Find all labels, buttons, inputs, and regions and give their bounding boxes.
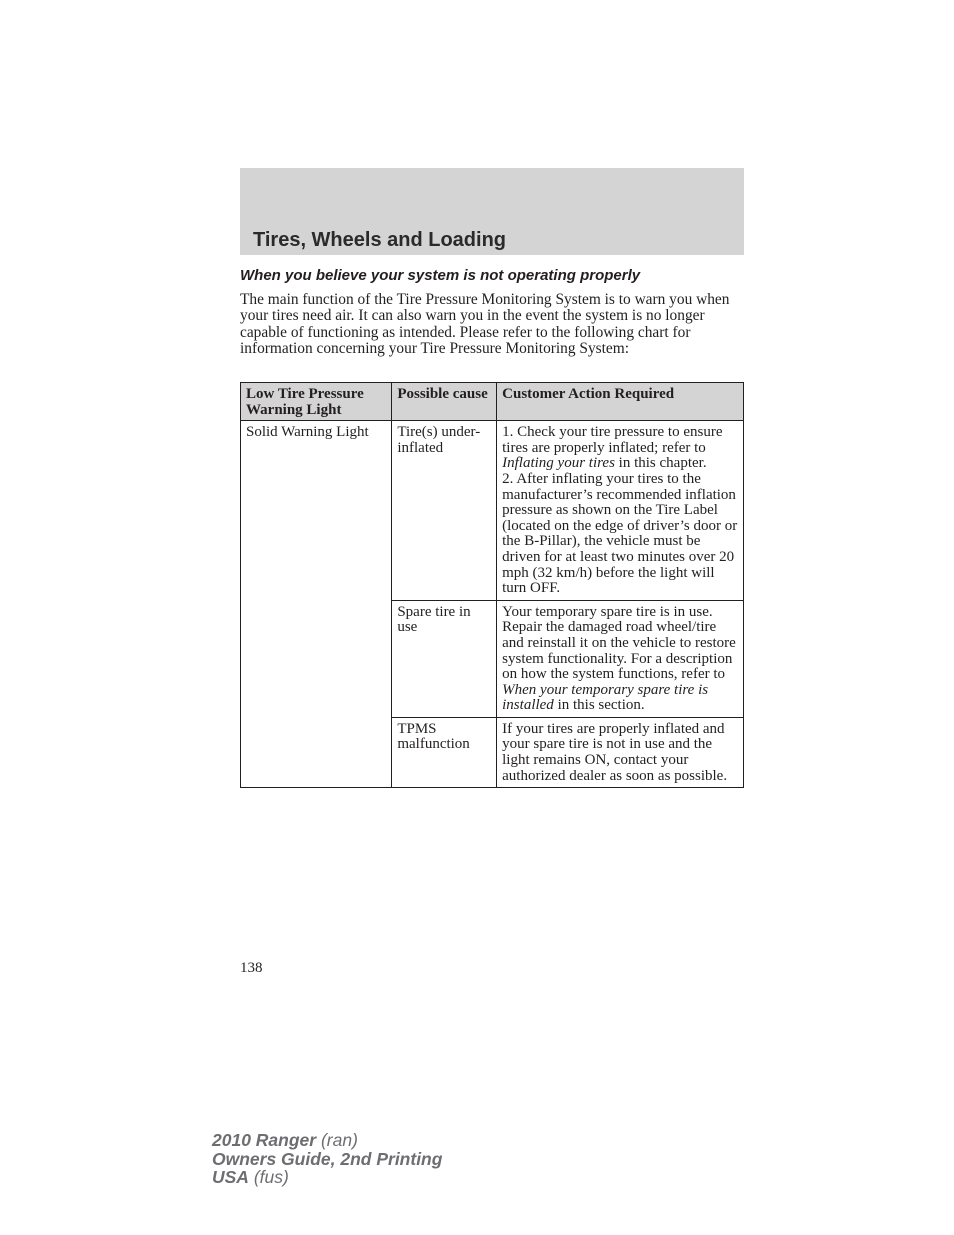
section-title: Tires, Wheels and Loading: [253, 229, 507, 251]
footer-model: 2010 Ranger: [212, 1130, 317, 1150]
action-text: 1. Check your tire pressure to ensure tires are properly inflated; refer to: [502, 424, 723, 456]
cause-cell: TPMS malfunction: [392, 717, 497, 787]
header-possible-cause: Possible cause: [392, 383, 497, 421]
footer-line-guide: [212, 1150, 442, 1169]
subheading: When you believe your system is not operating properly: [240, 267, 641, 284]
table-header-row: [241, 383, 744, 421]
page-number: 138: [240, 960, 263, 976]
intro-paragraph: The main function of the Tire Pressure Monitoring System is to warn you when your tires need air. It can also warn you in the event the system is no longer capable of functioning as intended. Please refer to the following chart for information concerning your Tire Pressure Monitoring System:: [240, 291, 730, 357]
action-text: Your temporary spare tire is in use. Repair the damaged road wheel/tire and reinstall it on the vehicle to restore system functionality. For a description on how the system functions, refer to: [502, 603, 736, 683]
action-reference: Inflating your tires: [502, 455, 615, 472]
document-footer: [212, 1131, 442, 1187]
warning-light-cell: Solid Warning Light: [241, 421, 392, 788]
footer-line-model: [212, 1131, 442, 1150]
cause-cell: Tire(s) under-inflated: [392, 421, 497, 601]
action-cell: [497, 600, 744, 717]
footer-model-code: (ran): [320, 1130, 358, 1150]
table-row: [241, 421, 744, 601]
action-cell: If your tires are properly inflated and your spare tire is not in use and the light remains ON, contact your authorized dealer as soon as possible.: [497, 717, 744, 787]
header-warning-light: Low Tire Pressure Warning Light: [241, 383, 392, 421]
action-reference: When your temporary spare tire is installed: [502, 681, 709, 714]
footer-line-region: [212, 1168, 442, 1187]
cause-cell: Spare tire in use: [392, 600, 497, 717]
header-customer-action: Customer Action Required: [497, 383, 744, 421]
action-text: in this chapter.: [614, 455, 707, 472]
tpms-table: [240, 382, 744, 788]
action-cell: [497, 421, 744, 601]
footer-guide: Owners Guide, 2nd Printing: [212, 1148, 443, 1169]
action-text: 2. After inflating your tires to the manufacturer’s recommended inflation pressure as shown on the Tire Label (located on the edge of driver’s door or the B-Pillar), the vehicle must be driven for at least two minutes over 20 mph (32 km/h) before the light will turn OFF.: [502, 470, 738, 597]
footer-region-code: (fus): [253, 1167, 289, 1187]
action-text: in this section.: [553, 697, 645, 714]
section-header-band: [240, 168, 744, 255]
footer-region: USA: [212, 1167, 249, 1187]
